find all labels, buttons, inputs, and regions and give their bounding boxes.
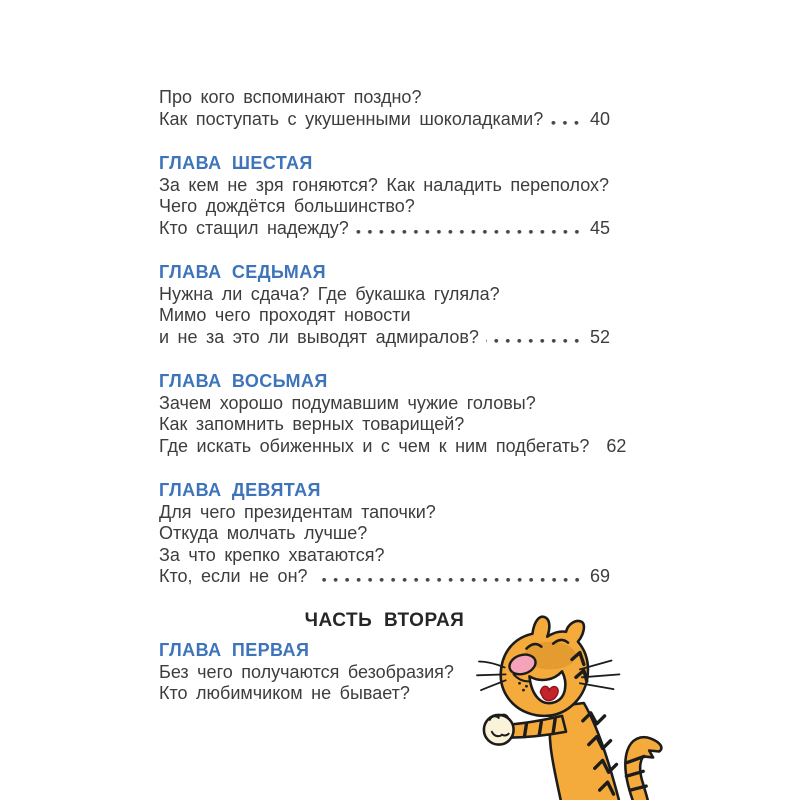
dot-leader xyxy=(315,578,586,582)
toc-line xyxy=(159,284,610,306)
page-number: 52 xyxy=(589,326,610,347)
toc-line-text: Кто стащил надежду? xyxy=(159,217,349,238)
toc-line xyxy=(159,502,610,524)
toc-line-text: Чего дождётся большинство? xyxy=(159,196,415,216)
toc-line-text: Для чего президентам тапочки? xyxy=(159,501,436,522)
dot-leader xyxy=(486,339,586,343)
page-number: 45 xyxy=(589,217,610,238)
toc-line xyxy=(159,196,610,218)
toc-line-text: Нужна ли сдача? Где букашка гуляла? xyxy=(159,283,500,304)
toc-line xyxy=(159,87,610,109)
toc-line xyxy=(159,414,610,436)
toc-line-text: Мимо чего проходят новости xyxy=(159,305,411,325)
chapter-heading: ГЛАВА ПЕРВАЯ xyxy=(159,640,310,660)
toc-line-text: Зачем хорошо подумавшим чужие головы? xyxy=(159,392,536,413)
toc-block xyxy=(159,371,627,457)
toc-line-text: Про кого вспоминают поздно? xyxy=(159,87,422,107)
toc-line xyxy=(159,305,610,327)
toc-line-text: Как запомнить верных товарищей? xyxy=(159,414,465,434)
toc-block xyxy=(159,153,610,239)
toc-line xyxy=(159,109,610,131)
toc-line xyxy=(159,566,610,588)
page-number: 62 xyxy=(606,435,627,456)
cat-tongue xyxy=(540,686,558,700)
toc-line-text: Как поступать с укушенными шоколадками? xyxy=(159,108,544,129)
toc-line-text: Кто, если не он? xyxy=(159,566,308,586)
toc-line xyxy=(159,435,627,458)
toc-line-text: и не за это ли выводят адмиралов? xyxy=(159,326,479,347)
toc-line xyxy=(159,545,610,567)
toc-line xyxy=(159,218,610,240)
cat-arm xyxy=(506,716,566,738)
chapter-heading: ГЛАВА ШЕСТАЯ xyxy=(159,153,313,173)
toc-line-text: За кем не зря гоняются? Как наладить переполох? xyxy=(159,174,610,195)
chapter-heading: ГЛАВА СЕДЬМАЯ xyxy=(159,262,326,282)
toc-line xyxy=(159,393,610,415)
page-number: 40 xyxy=(589,108,610,129)
cat-tail xyxy=(625,737,661,800)
toc-line xyxy=(159,175,610,197)
chapter-heading: ГЛАВА ДЕВЯТАЯ xyxy=(159,480,321,500)
part-heading: ЧАСТЬ ВТОРАЯ xyxy=(304,609,465,631)
cat-head xyxy=(477,617,619,716)
toc-line xyxy=(159,523,610,545)
chapter-heading: ГЛАВА ВОСЬМАЯ xyxy=(159,371,328,391)
toc-line xyxy=(159,327,610,349)
cat-paw xyxy=(484,715,514,745)
toc-block xyxy=(159,262,610,348)
toc-line-text: Кто любимчиком не бывает? xyxy=(159,683,410,703)
toc-block xyxy=(159,480,610,588)
toc-block xyxy=(159,87,610,130)
toc-line-text: Где искать обиженных и с чем к ним подбегать? xyxy=(159,435,590,456)
page-number: 69 xyxy=(589,566,610,586)
toc-line-text: За что крепко хватаются? xyxy=(159,544,385,565)
toc-line-text: Без чего получаются безобразия? xyxy=(159,661,454,682)
laughing-cat-illustration xyxy=(468,612,670,800)
dot-leader xyxy=(356,230,586,234)
toc-line-text: Откуда молчать лучше? xyxy=(159,523,368,543)
dot-leader xyxy=(550,121,586,125)
dot-leader xyxy=(596,448,602,452)
